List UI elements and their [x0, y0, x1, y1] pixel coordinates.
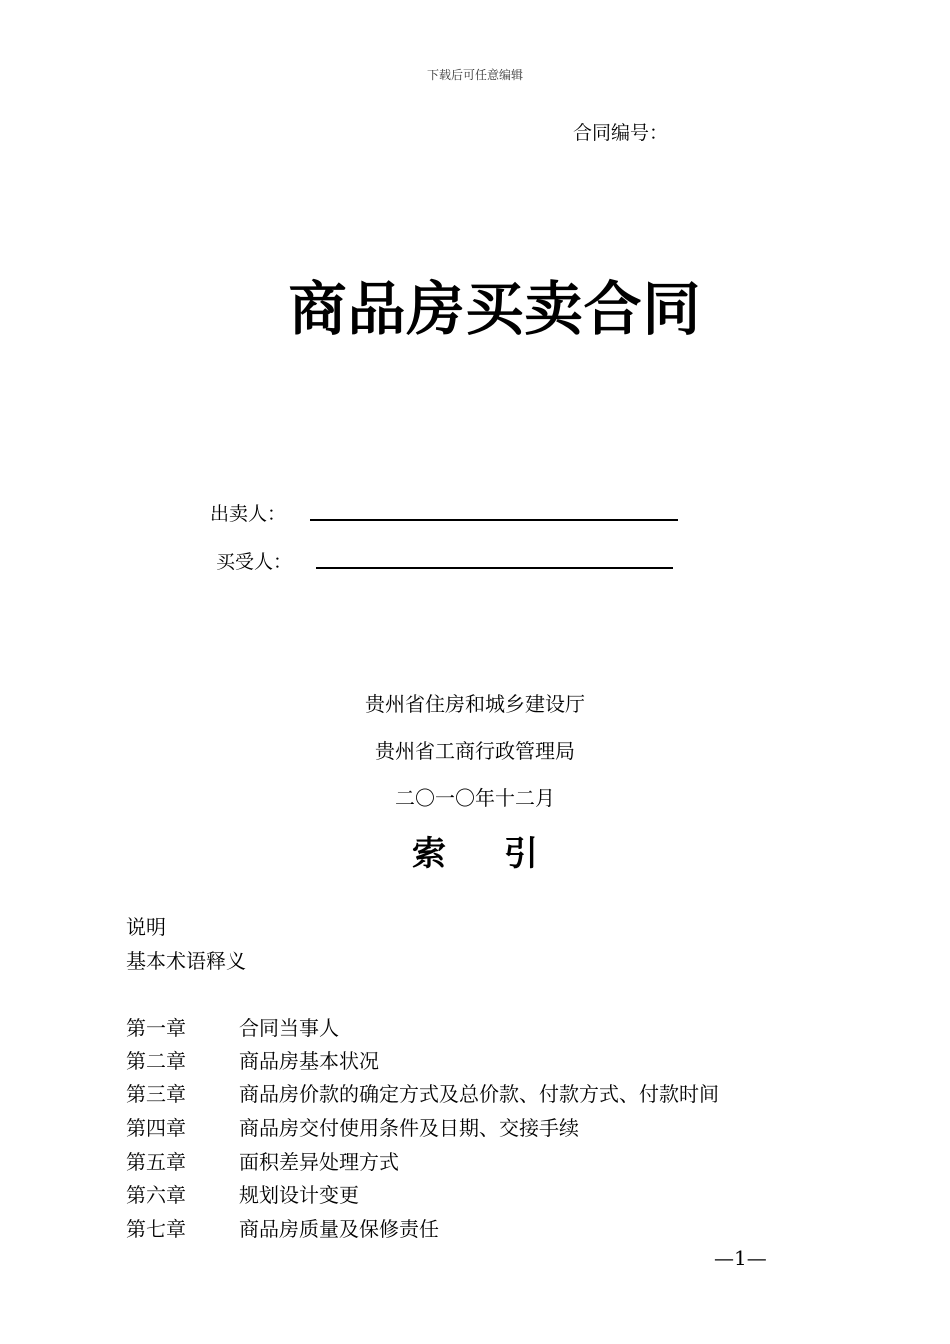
chapter-number: 第六章 [126, 1183, 186, 1207]
toc-item-explanation: 说明 [126, 915, 166, 939]
index-title-part1: 索 [412, 834, 446, 874]
index-title [0, 826, 950, 875]
chapter-title: 商品房基本状况 [239, 1049, 379, 1073]
chapter-number: 第七章 [126, 1217, 186, 1241]
chapter-row [126, 1012, 826, 1042]
chapter-title: 商品房质量及保修责任 [239, 1217, 439, 1241]
seller-signature-line [310, 519, 678, 521]
chapter-number: 第四章 [126, 1116, 186, 1140]
chapter-number: 第二章 [126, 1049, 186, 1073]
toc-item-terms: 基本术语释义 [126, 949, 246, 973]
chapter-title: 面积差异处理方式 [239, 1150, 399, 1174]
chapter-row [126, 1179, 826, 1209]
index-title-part2: 引 [504, 834, 538, 874]
contract-number-label: 合同编号： [573, 122, 669, 144]
chapter-title: 商品房价款的确定方式及总价款、付款方式、付款时间 [239, 1082, 719, 1106]
chapter-number: 第五章 [126, 1150, 186, 1174]
chapter-row [126, 1146, 826, 1176]
page-number: —1— [714, 1246, 767, 1270]
chapter-row [126, 1045, 826, 1075]
buyer-signature-line [316, 567, 673, 569]
chapter-row [126, 1078, 826, 1108]
header-note: 下载后可任意编辑 [426, 68, 523, 82]
chapter-number: 第三章 [126, 1082, 186, 1106]
chapter-row [126, 1213, 826, 1243]
issuer-commerce-bureau: 贵州省工商行政管理局 [375, 739, 575, 763]
seller-label: 出卖人： [210, 503, 287, 525]
buyer-label: 买受人： [216, 551, 293, 573]
chapter-number: 第一章 [126, 1016, 186, 1040]
issue-date: 二〇一〇年十二月 [395, 786, 555, 810]
document-title: 商品房买卖合同 [288, 275, 702, 343]
chapter-title: 合同当事人 [239, 1016, 339, 1040]
chapter-title: 商品房交付使用条件及日期、交接手续 [239, 1116, 579, 1140]
chapter-row [126, 1112, 826, 1142]
issuer-housing-department: 贵州省住房和城乡建设厅 [365, 692, 585, 716]
chapter-title: 规划设计变更 [239, 1183, 359, 1207]
